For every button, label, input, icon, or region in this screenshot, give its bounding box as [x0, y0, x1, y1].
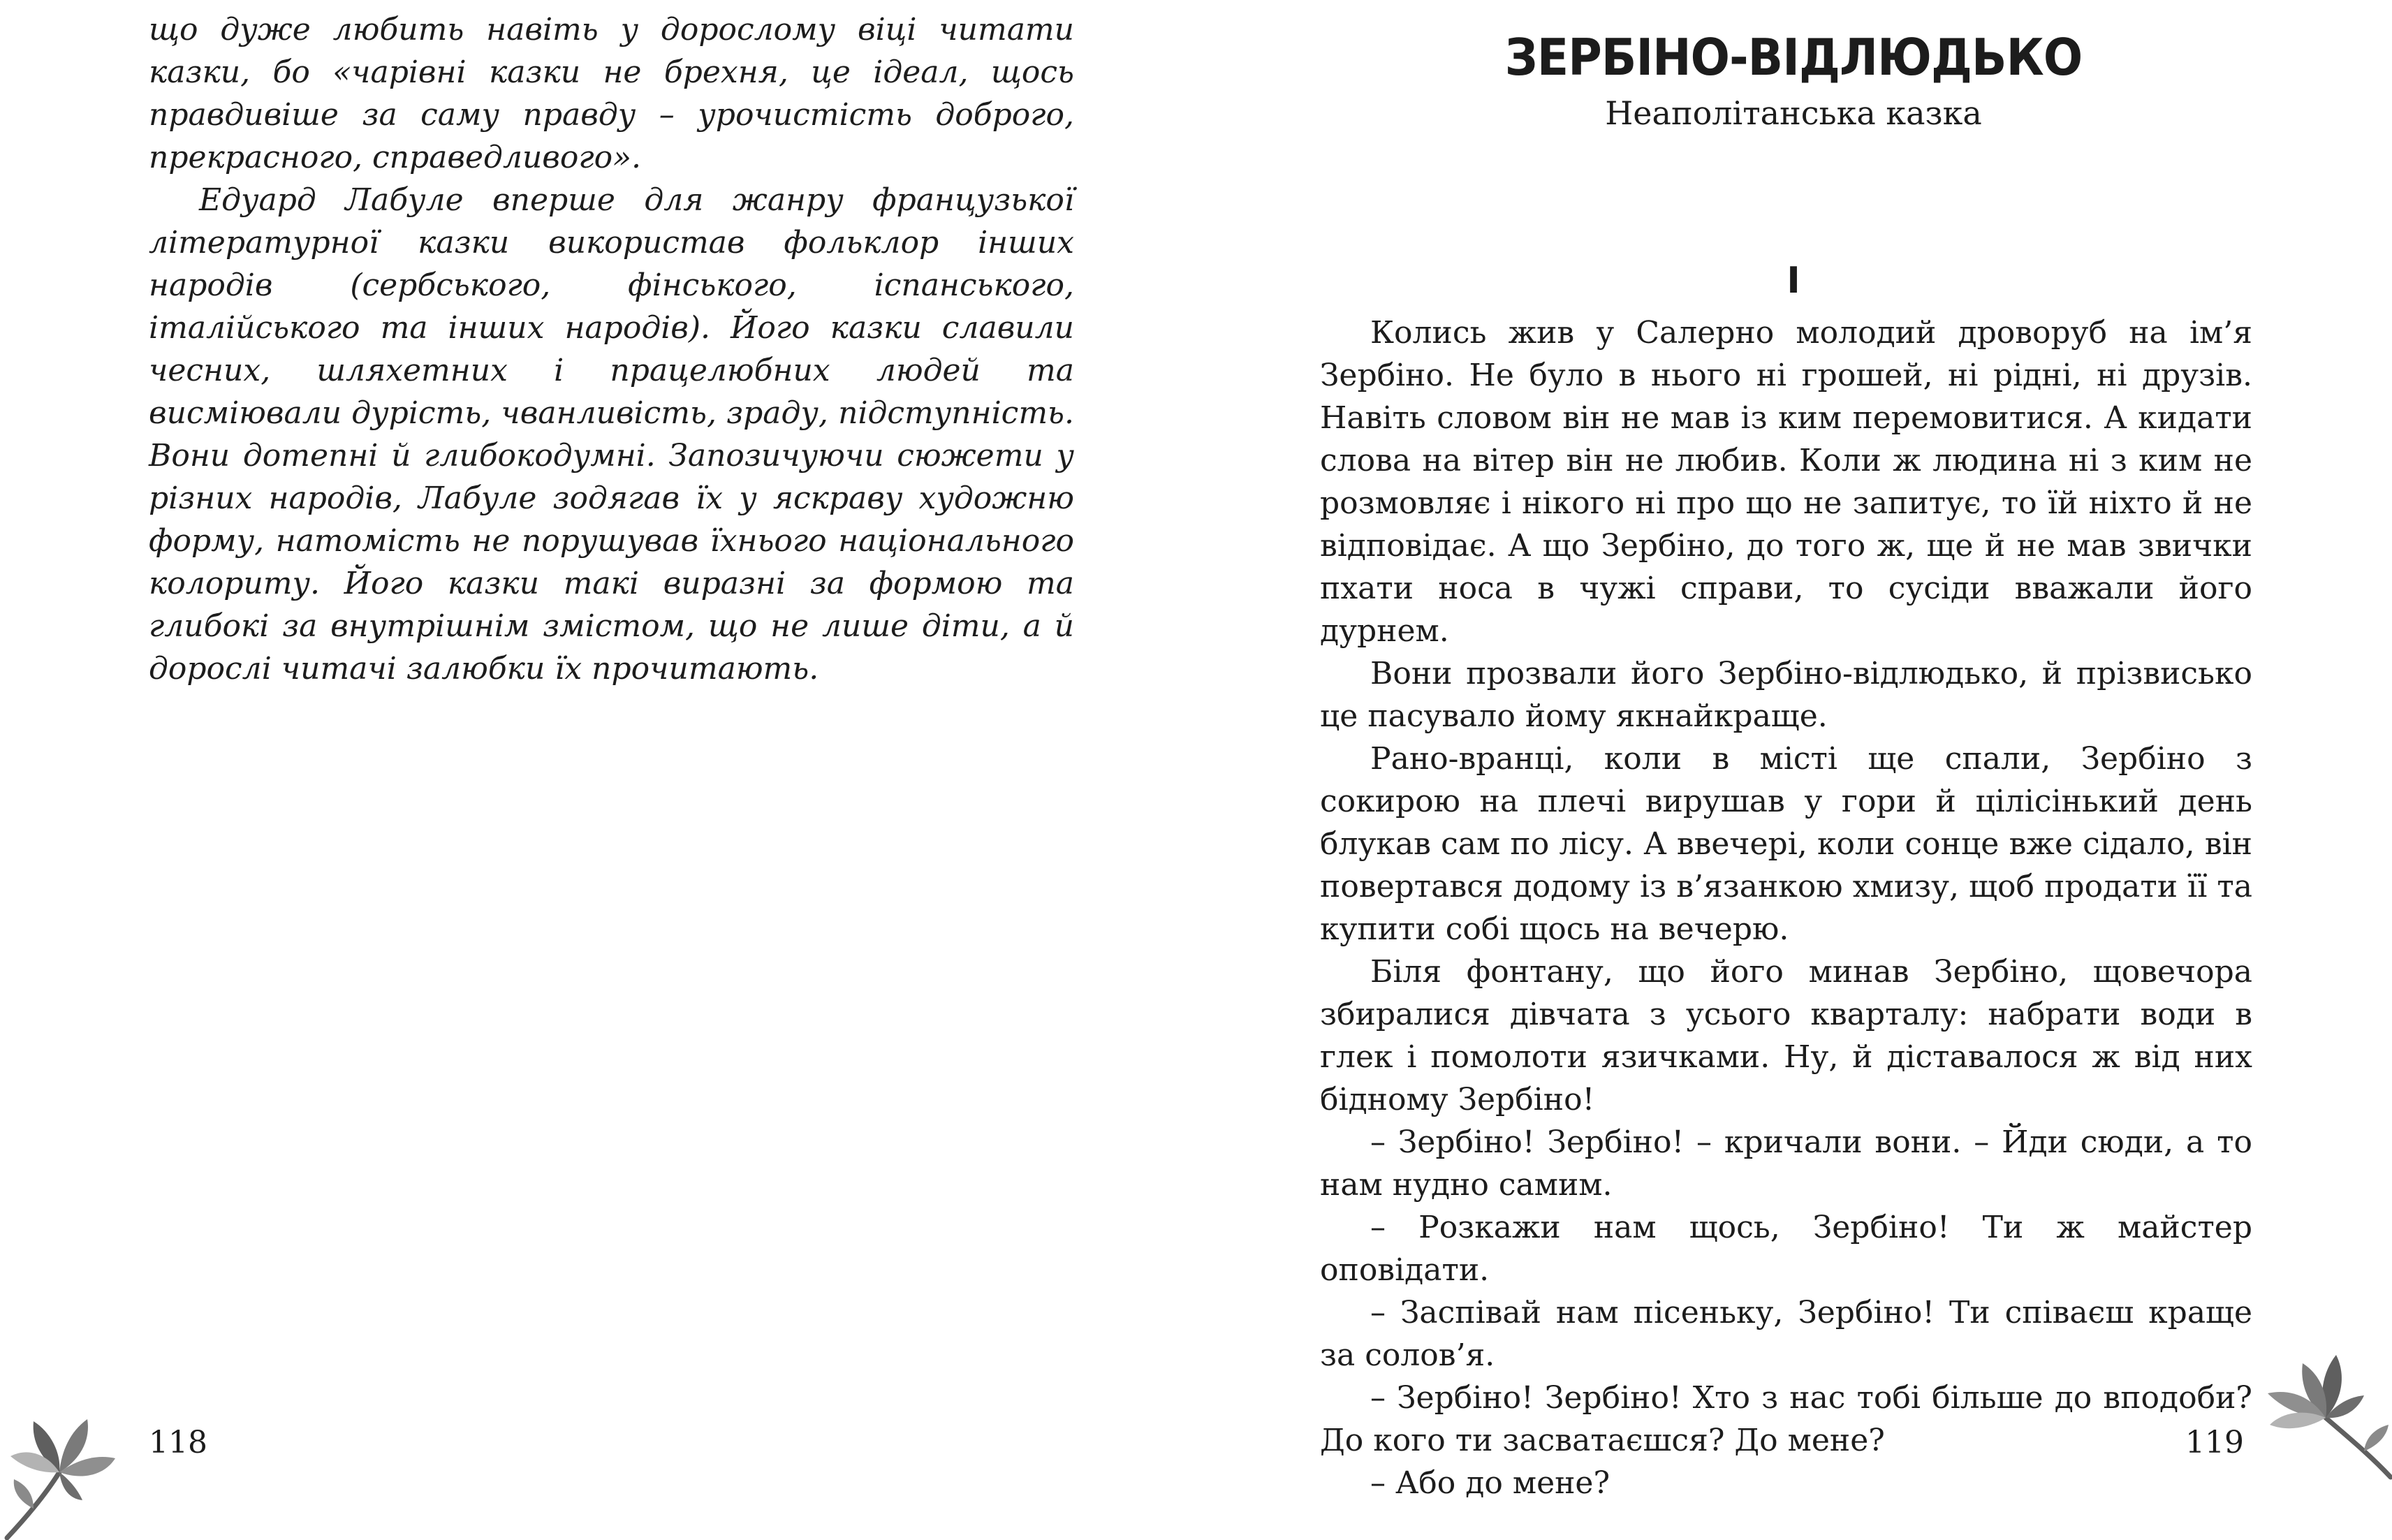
left-page-text: [149, 8, 1074, 690]
dialogue-line: – Або до мене?: [1370, 1465, 1610, 1501]
paragraph: Біля фонтану, що його минав Зербіно, щовечора збиралися дівчата з усього кварталу: набрати води в глек і помолоти язичками. Ну, й діставалося ж від них бідному Зербіно!: [1320, 954, 2252, 1117]
dialogue-line: – Заспівай нам пісеньку, Зербіно! Ти співаєш краще за солов’я.: [1320, 1295, 2252, 1373]
dialogue-line: – Зербіно! Зербіно! Хто з нас тобі більше до вподоби? До кого ти засватаєшся? До мене?: [1320, 1380, 2252, 1458]
paragraph: що дуже любить навіть у дорослому віці читати казки, бо «чарівні казки не брехня, це ідеал, щось правдивіше за саму правду – урочистість доброго, прекрасного, справедливого».: [149, 12, 1074, 175]
right-page-text: [1320, 311, 2252, 1504]
paragraph: Колись жив у Салерно молодий дроворуб на ім’я Зербіно. Не було в нього ні грошей, ні рідні, ні друзів. Навіть словом він не мав із ким перемовитися. А кидати слова на вітер він не любив. Коли ж людина ні з ким не розмовляє і нікого ні про що не запитує, то їй ніхто й не відповідає. А що Зербіно, до того ж, ще й не мав звички пхати носа в чужі справи, то сусіди вважали його дурнем.: [1320, 315, 2252, 649]
story-subtitle: Неаполітанська казка: [1605, 94, 1982, 132]
paragraph: Вони прозвали його Зербіно-відлюдько, й прізвисько це пасувало йому якнайкраще.: [1320, 656, 2252, 734]
story-title: ЗЕРБІНО-ВІДЛЮДЬКО: [1504, 28, 2083, 87]
paragraph: Едуард Лабуле вперше для жанру французької літературної казки використав фольклор інших народів (сербського, фінського, іспанського, італійського та інших народів). Його казки славили чесних, шляхетних і працелюбних людей та висміювали дурість, чванливість, зраду, підступність. Вони дотепні й глибокодумні. Запозичуючи сюжети у різних народів, Лабуле зодягав їх у яскраву художню форму, натомість не порушував їхнього національного колориту. Його казки такі виразні за формою та глибокі за внутрішнім змістом, що не лише діти, а й дорослі читачі залюбки їх прочитають.: [149, 182, 1074, 687]
page-number: 119: [2185, 1425, 2244, 1460]
flower-icon: [0, 1390, 122, 1540]
page-number: 118: [149, 1425, 207, 1460]
dialogue-line: – Розкажи нам щось, Зербіно! Ти ж майстер оповідати.: [1320, 1210, 2252, 1288]
paragraph: Рано-вранці, коли в місті ще спали, Зербіно з сокирою на плечі вирушав у гори й цілісінький день блукав сам по лісу. А ввечері, коли сонце вже сідало, він повертався додому із в’язанкою хмизу, щоб продати її та купити собі щось на вечерю.: [1320, 741, 2252, 947]
chapter-number: І: [1786, 260, 1800, 302]
right-page: [1196, 0, 2392, 1540]
flower-icon: [2252, 1327, 2392, 1481]
dialogue-line: – Зербіно! Зербіно! – кричали вони. – Йди сюди, а то нам нудно самим.: [1320, 1124, 2252, 1203]
